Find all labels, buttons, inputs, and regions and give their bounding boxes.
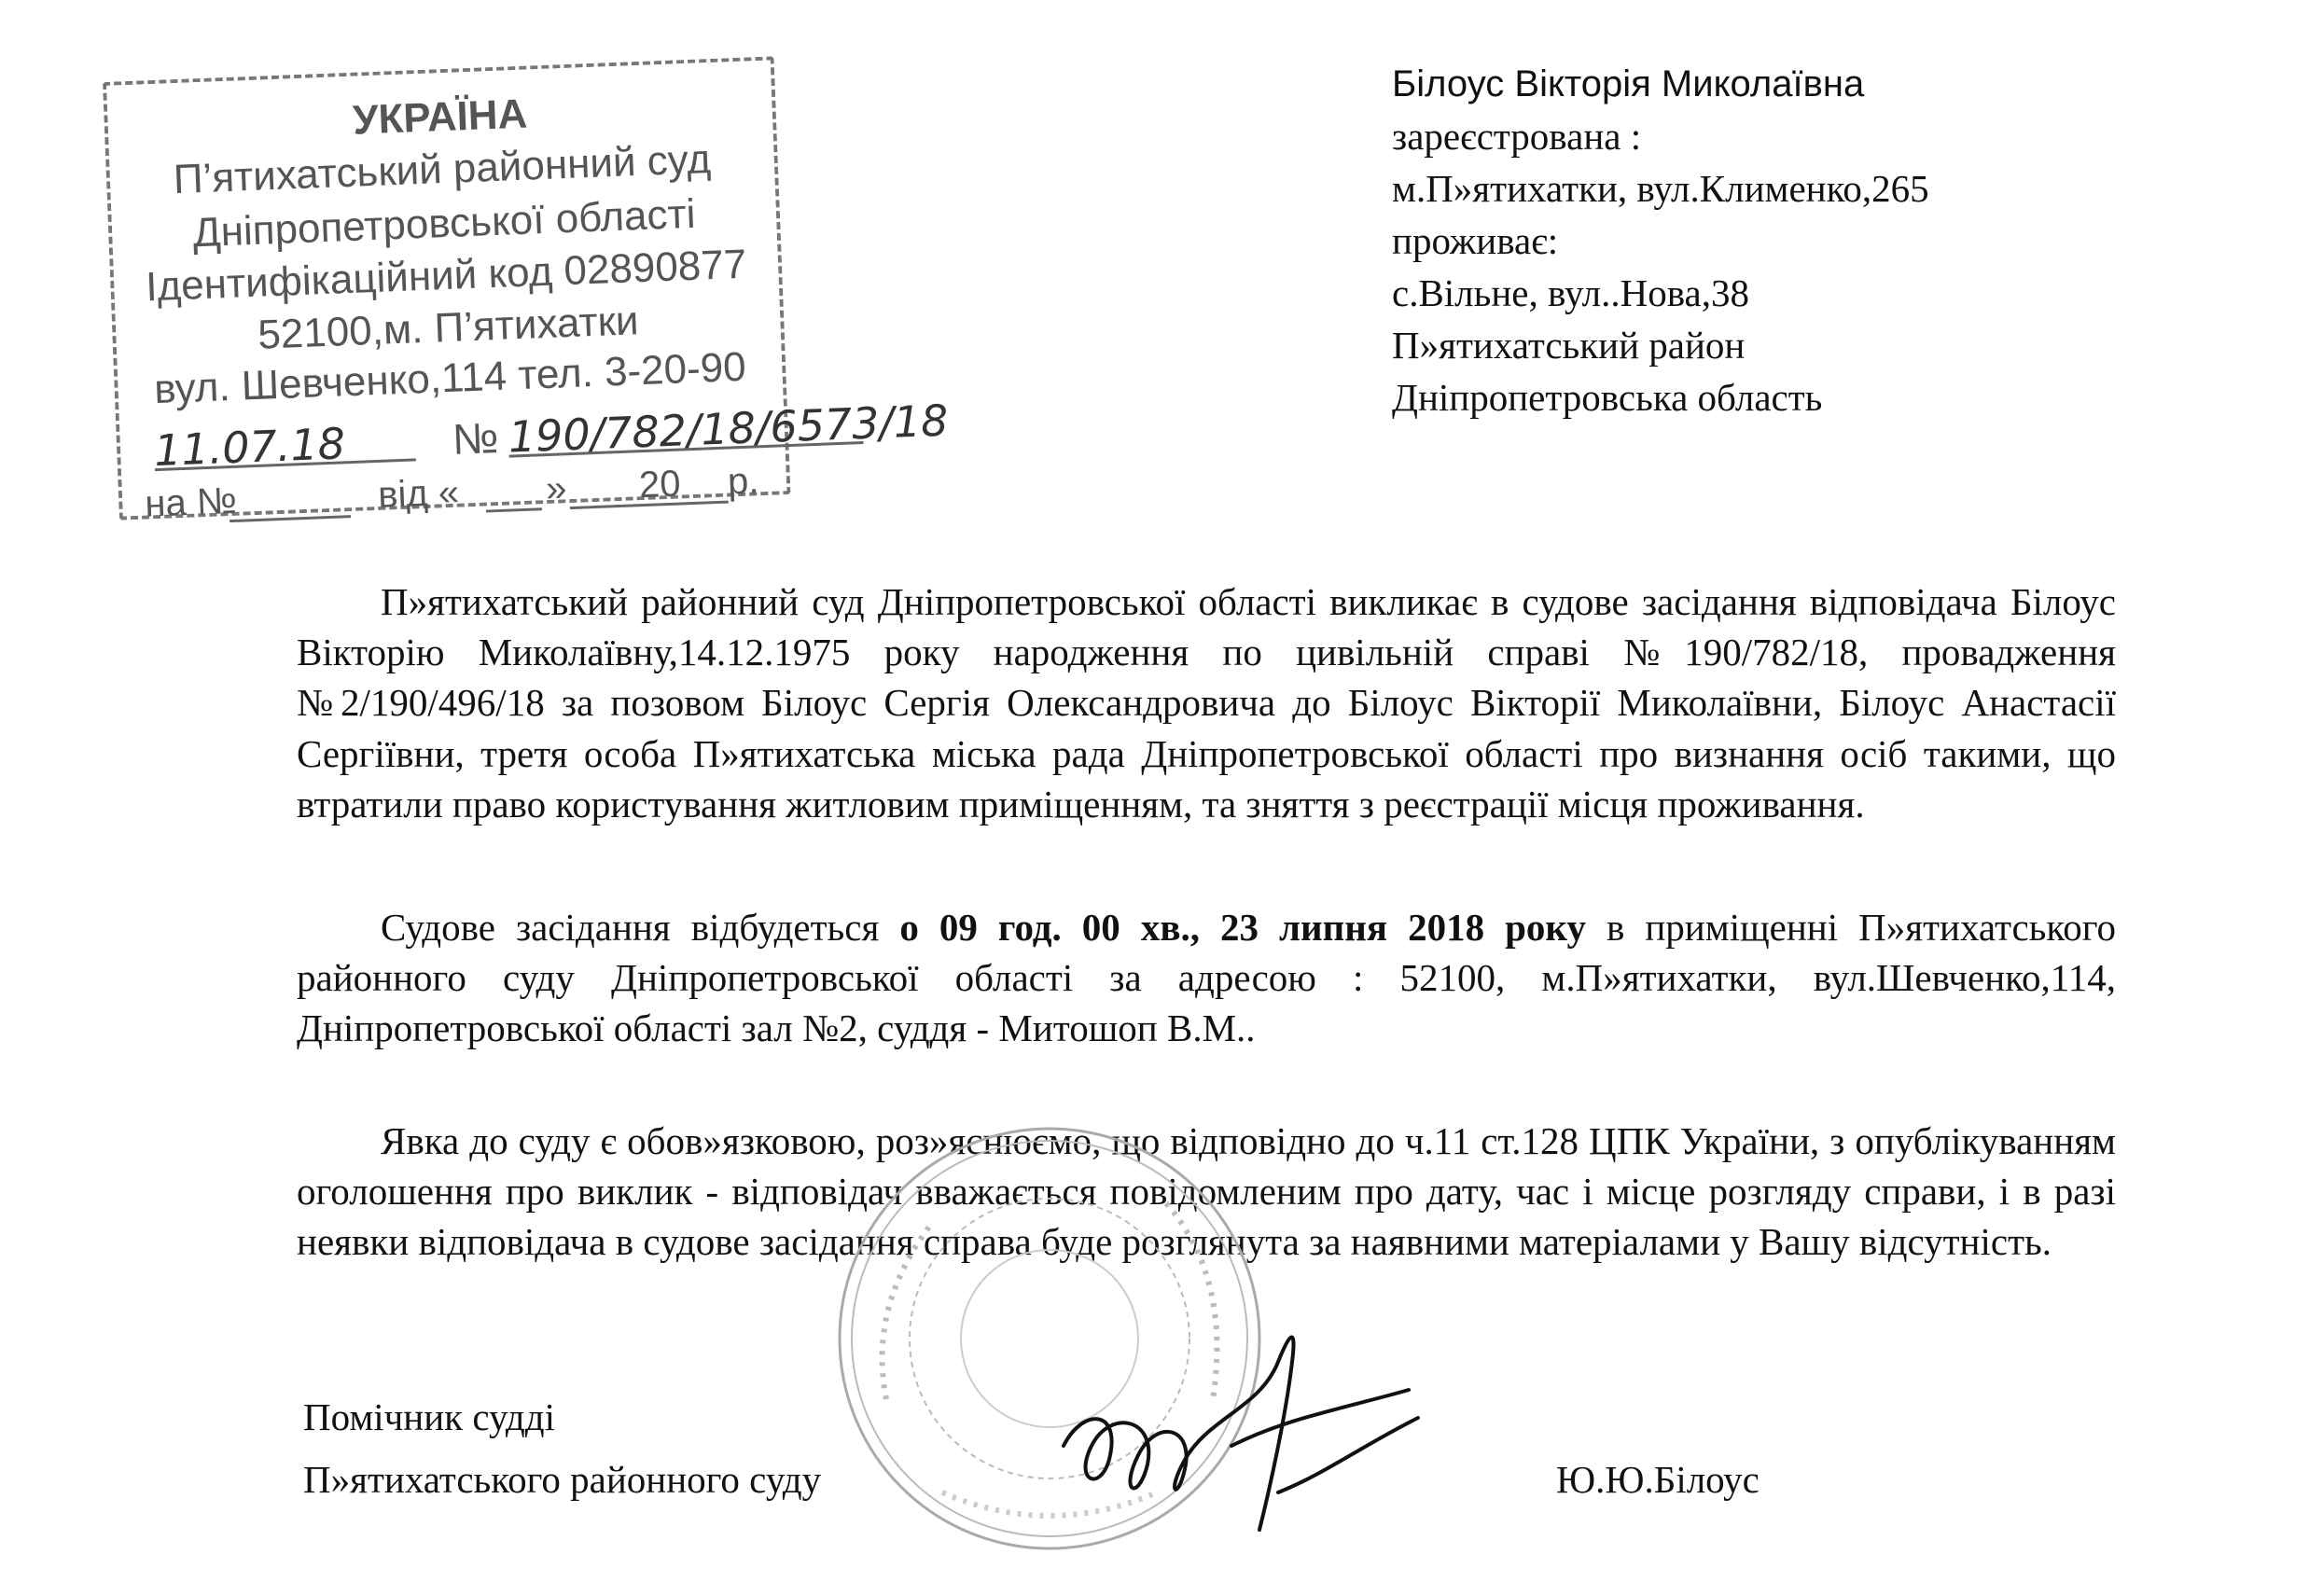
recipient-block — [1392, 58, 1929, 423]
stamp-reg-date: 11.07.18 — [153, 418, 346, 477]
recipient-lives-address: с.Вільне, вул..Нова,38 — [1392, 271, 1749, 314]
paragraph-summons — [297, 576, 2116, 829]
stamp-court: П’ятихатський районний суд — [172, 136, 712, 203]
stamp-footer-underline — [486, 507, 542, 512]
hearing-text-start: Судове засідання відбудеться — [381, 906, 880, 949]
stamp-footer-r: р. — [727, 460, 760, 503]
handwritten-signature — [1045, 1306, 1437, 1548]
stamp-address-street: вул. Шевченко,114 тел. 3-20-90 — [153, 343, 747, 413]
stamp-country: УКРАЇНА — [352, 90, 529, 144]
signer-title-line1: Помічник судді — [303, 1395, 556, 1438]
stamp-address-city: 52100,м. П’ятихатки — [257, 298, 640, 358]
recipient-registered-label: зареєстрована : — [1392, 115, 1642, 158]
recipient-lives-label: проживає: — [1392, 219, 1559, 262]
stamp-footer-underline — [230, 515, 351, 522]
recipient-name: Білоус Вікторія Миколаївна — [1392, 63, 1865, 104]
stamp-region: Дніпропетровської області — [191, 190, 697, 257]
hearing-datetime: о 09 год. 00 хв., 23 липня 2018 року — [899, 906, 1586, 949]
recipient-oblast: Дніпропетровська область — [1392, 376, 1823, 419]
registration-stamp — [103, 56, 950, 525]
signer-title-line2: П»ятихатського районного суду — [303, 1458, 822, 1501]
stamp-code: Ідентифікаційний код 02890877 — [145, 241, 748, 311]
hearing-text-end: в приміщенні П»ятихатського районного суду Дніпропетровської області за адресою : 52100, м.П»ятихатки, вул.Шевченко,114, Дніпропетровської області зал №2, суддя - Митошоп В.М.. — [297, 906, 2117, 1050]
paragraph-summons-text: П»ятихатський районний суд Дніпропетровської області викликає в судове засідання відповідача Білоус Вікторію Миколаївну,14.12.1975 року народження по цивільній справі №190/782/18, провадження №2/190/496/18 за позовом Білоус Сергія Олександровича до Білоус Вікторії Миколаївни, Білоус Анастасії Сергіївни, третя особа П»ятихатська міська рада Дніпропетровської області про визнання осіб такими, що втратили право користування житловим приміщенням, та зняття з реєстрації місця проживання. — [297, 580, 2116, 826]
stamp-footer-close: » — [545, 467, 568, 510]
stamp-reg-number: 190/782/18/6573/18 — [507, 395, 950, 463]
recipient-registered-address: м.П»ятихатки, вул.Клименко,265 — [1392, 167, 1929, 210]
paragraph-hearing — [297, 902, 2116, 1054]
stamp-reg-no-label: № — [451, 413, 500, 464]
recipient-district: П»ятихатський район — [1392, 324, 1746, 367]
stamp-footer-vid: від « — [377, 471, 460, 516]
paragraph-attendance-text: Явка до суду є обов»язковою, роз»яснюємо, що відповідно до ч.11 ст.128 ЦПК України, з опублікуванням оголошення про виклик - відповідач вважається повідомленим про дату, час і місце розгляду справи, і в разі неявки відповідача в судове засідання справа буде розглянута за наявними матеріалами у Вашу відсутність. — [297, 1119, 2116, 1264]
stamp-footer-year: 20 — [638, 463, 682, 507]
signer-name: Ю.Ю.Білоус — [1556, 1458, 1760, 1501]
stamp-footer-na: на № — [144, 479, 238, 525]
